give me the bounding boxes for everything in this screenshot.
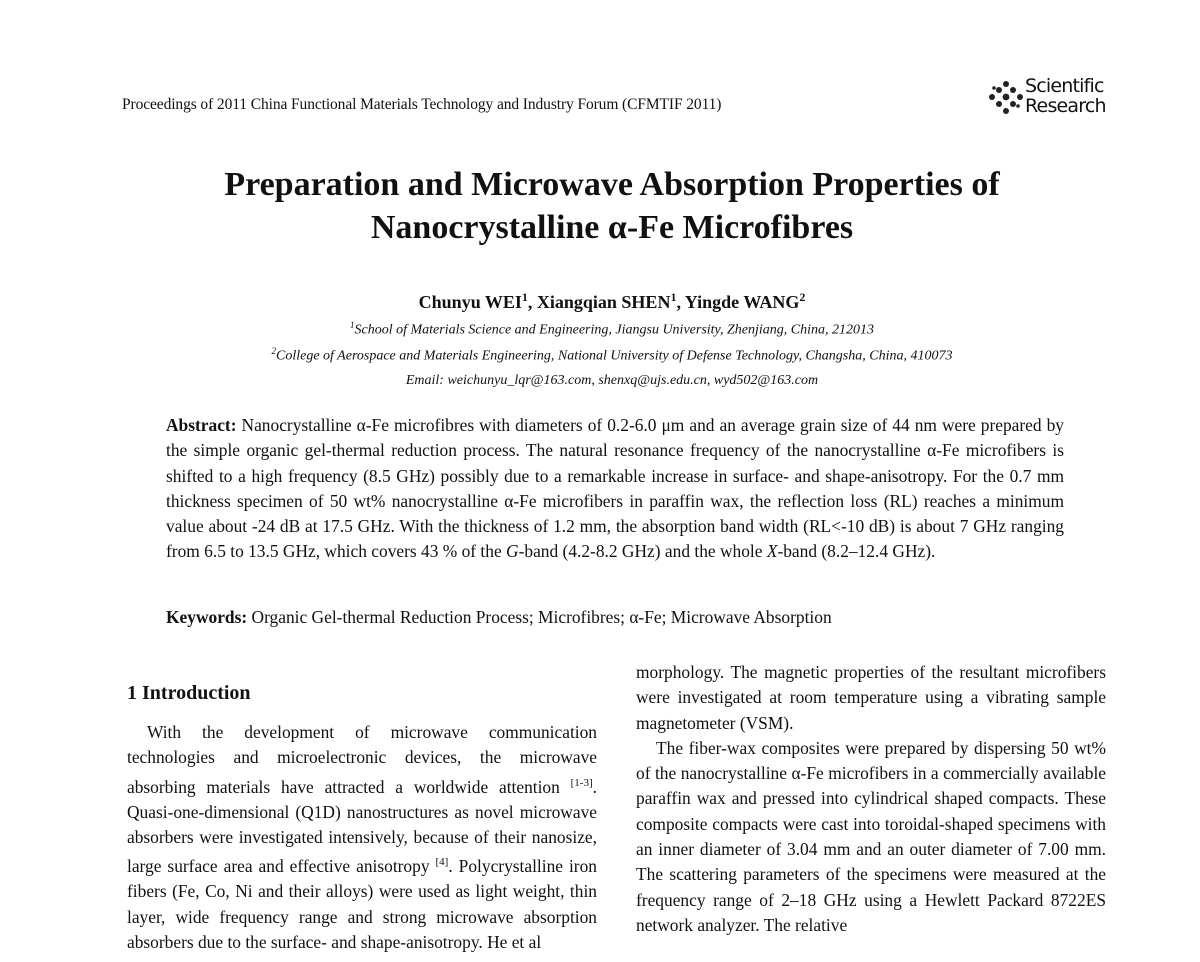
citation-4: [4] (435, 856, 449, 869)
abstract-g-band: G (506, 541, 519, 562)
publisher-logo (986, 76, 1106, 122)
methods-paragraph-1: morphology. The magnetic properties of the resultant microfibers were investigated at room temperature using a vibrating sample magnetometer (VSM). (636, 662, 1106, 733)
author-emails: Email: weichunyu_lqr@163.com, shenxq@ujs.edu.cn, wyd502@163.com (405, 373, 819, 388)
keywords (166, 607, 1066, 628)
author-3: Yingde WANG (684, 292, 800, 312)
right-column (636, 660, 1106, 938)
abstract-text-mid: -band (4.2-8.2 GHz) and the whole (518, 541, 767, 562)
section-heading-introduction: 1 Introduction (127, 682, 251, 704)
proceedings-header: Proceedings of 2011 China Functional Materials Technology and Industry Forum (CFMTIF 2011) (122, 96, 722, 113)
author-3-affil: 2 (799, 290, 806, 304)
abstract-text: Nanocrystalline α-Fe microfibres with diameters of 0.2-6.0 μm and an average grain size of 44 nm were prepared by the simple organic gel-thermal reduction process. The natural resonance frequency of the nanocrystalline α-Fe microfibers is shifted to a high frequency (8.5 GHz) possibly due to a remarkable increase in surface- and shape-anisotropy. For the 0.7 mm thickness specimen of 50 wt% nanocrystalline α-Fe microfibers in paraffin wax, the reflection loss (RL) reaches a minimum value about -24 dB at 17.5 GHz. With the thickness of 1.2 mm, the absorption band width (RL<-10 dB) is about 7 GHz ranging from 6.5 to 13.5 GHz, which covers 43 % of the (166, 415, 1064, 562)
logo-text-research: Research (1025, 95, 1106, 117)
affiliation-2-text: College of Aerospace and Materials Engineering, National University of Defense Technology, Changsha, China, 410073 (276, 348, 953, 364)
affiliation-1 (0, 320, 1200, 339)
methods-paragraph-2: The fiber-wax composites were prepared by dispersing 50 wt% of the nanocrystalline α-Fe microfibers in a commercially available paraffin wax and pressed into cylindrical shaped compacts. These composite compacts were cast into toroidal-shaped specimens with an inner diameter of 3.04 mm and an outer diameter of 7.00 mm. The scattering parameters of the specimens were measured at the frequency range of 2–18 GHz using a Hewlett Packard 8722ES network analyzer. The relative (636, 737, 1106, 935)
intro-text-c: . Polycrystalline iron fibers (Fe, Co, Ni and their alloys) were used as light weight, thin layer, wide frequency range and strong microwave absorption absorbers due to the surface- and shape-anisotropy. He et al (127, 856, 597, 952)
logo-text-scientific: Scientific (1025, 75, 1104, 97)
affiliation-2-marker: 2 (271, 346, 276, 356)
keywords-label: Keywords: (166, 607, 248, 627)
title-line-1: Preparation and Microwave Absorption Properties of (224, 166, 1000, 203)
author-1: Chunyu WEI (418, 292, 522, 312)
author-2-affil: 1 (670, 290, 677, 304)
left-column (127, 720, 597, 955)
paper-title (0, 163, 1200, 249)
author-1-affil: 1 (521, 290, 528, 304)
author-2: Xiangqian SHEN (536, 292, 671, 312)
intro-text-a: With the development of microwave communication technologies and microelectronic devices, the microwave absorbing materials have attracted a worldwide attention (127, 722, 597, 797)
intro-text-b: . Quasi-one-dimensional (Q1D) nanostructures as novel microwave absorbers were investigated intensively, because of their nanosize, large surface area and effective anisotropy (127, 776, 597, 877)
scientific-research-logo-icon (986, 78, 1026, 118)
title-line-2: Nanocrystalline α-Fe Microfibres (370, 209, 854, 246)
author-list (0, 290, 1200, 313)
affiliation-1-marker: 1 (350, 320, 355, 330)
citation-1-3: [1-3] (570, 776, 593, 789)
affiliation-1-text: School of Materials Science and Engineering, Jiangsu University, Zhenjiang, China, 212013 (354, 322, 874, 338)
abstract-x-band: X (766, 541, 778, 562)
author-separator-2: , (676, 292, 685, 312)
abstract (166, 413, 1064, 565)
abstract-label: Abstract: (166, 415, 237, 435)
keywords-text: Organic Gel-thermal Reduction Process; Microfibres; α-Fe; Microwave Absorption (247, 607, 832, 627)
intro-paragraph-1 (127, 720, 597, 955)
affiliation-2 (0, 346, 1200, 365)
abstract-text-end: -band (8.2–12.4 GHz). (777, 541, 936, 562)
author-separator-1: , (527, 292, 537, 312)
